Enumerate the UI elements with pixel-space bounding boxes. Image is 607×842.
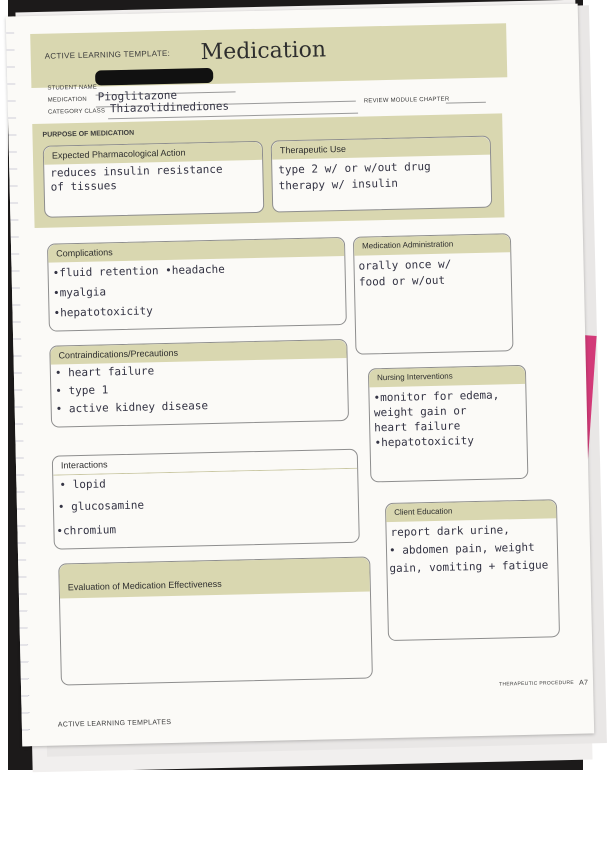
contraindications-title: Contraindications/Precautions — [58, 347, 179, 361]
administration-line-1: orally once w/ — [358, 257, 452, 273]
evaluation-box — [58, 556, 373, 685]
complications-line-1: •fluid retention •headache — [52, 262, 225, 280]
interactions-box — [52, 449, 360, 550]
student-name-label: STUDENT NAME — [47, 84, 98, 92]
redacted-student-name — [95, 68, 213, 86]
contraindications-line-2: • type 1 — [55, 383, 109, 398]
client-education-box — [385, 499, 560, 641]
expected-action-box — [43, 141, 265, 218]
nursing-interventions-box — [368, 365, 529, 483]
administration-box — [353, 233, 514, 355]
complications-title: Complications — [56, 247, 113, 259]
photo-background — [8, 0, 589, 770]
client-education-line-1: report dark urine, — [390, 523, 510, 539]
nursing-line-3: heart failure — [374, 419, 461, 435]
client-education-line-3: gain, vomiting + fatigue — [389, 558, 549, 576]
therapeutic-use-line-2: therapy w/ insulin — [278, 176, 399, 193]
nursing-line-4: •hepatotoxicity — [374, 434, 475, 450]
interactions-line-1: • lopid — [59, 477, 106, 492]
nursing-line-1: •monitor for edema, — [373, 388, 500, 405]
complications-box — [47, 237, 347, 332]
template-label: ACTIVE LEARNING TEMPLATE: — [44, 48, 171, 61]
footer-right: THERAPEUTIC PROCEDURE — [499, 679, 575, 688]
interactions-title: Interactions — [60, 459, 108, 471]
interactions-line-3: •chromium — [56, 523, 117, 538]
therapeutic-use-line-1: type 2 w/ or w/out drug — [278, 159, 431, 177]
nursing-line-2: weight gain or — [373, 404, 467, 420]
therapeutic-use-box — [271, 136, 493, 213]
review-module-label: REVIEW MODULE CHAPTER — [363, 96, 450, 105]
contraindications-box — [49, 339, 349, 428]
therapeutic-use-title: Therapeutic Use — [279, 143, 347, 156]
expected-action-line-2: of tissues — [50, 179, 118, 194]
medication-label: MEDICATION — [47, 96, 88, 104]
interactions-line-2: • glucosamine — [57, 498, 145, 514]
category-label: CATEGORY CLASS — [47, 108, 106, 116]
footer-page: A7 — [578, 679, 589, 687]
complications-line-3: •hepatotoxicity — [53, 304, 153, 320]
category-value: Thiazolidinediones — [109, 99, 230, 116]
administration-title: Medication Administration — [361, 239, 454, 251]
contraindications-line-3: • active kidney disease — [55, 399, 209, 416]
notebook-rule-lines — [6, 16, 31, 746]
contraindications-line-1: • heart failure — [54, 364, 155, 380]
purpose-label: PURPOSE OF MEDICATION — [42, 129, 135, 139]
medication-value: Pioglitazone — [97, 88, 178, 104]
expected-action-title: Expected Pharmacological Action — [51, 147, 186, 161]
administration-line-2: food or w/out — [358, 273, 446, 289]
evaluation-title: Evaluation of Medication Effectiveness — [67, 578, 222, 593]
complications-line-2: •myalgia — [52, 285, 107, 300]
client-education-line-2: • abdomen pain, weight — [388, 540, 535, 558]
client-education-title: Client Education — [394, 506, 453, 517]
footer-left: ACTIVE LEARNING TEMPLATES — [57, 719, 172, 729]
review-module-line — [446, 102, 486, 104]
worksheet-page — [6, 4, 594, 747]
expected-action-line-1: reduces insulin resistance — [50, 162, 223, 180]
nursing-interventions-title: Nursing Interventions — [376, 371, 453, 383]
template-title: Medication — [200, 37, 327, 66]
